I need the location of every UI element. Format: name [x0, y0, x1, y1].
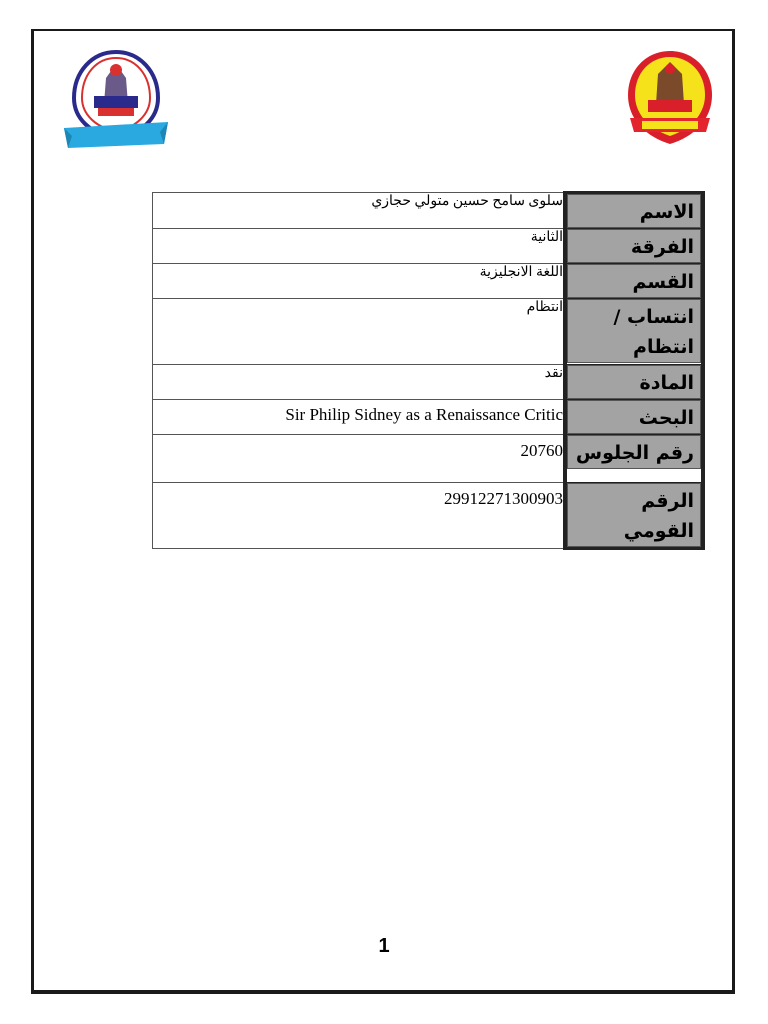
- page-number: 1: [378, 935, 390, 957]
- year-label: الفرقة: [567, 229, 701, 263]
- research-value: Sir Philip Sidney as a Renaissance Critic: [153, 400, 566, 435]
- row-research: [153, 400, 704, 435]
- year-label-cell: [565, 229, 703, 264]
- row-year: [153, 229, 704, 264]
- enrollment-label: انتساب / انتظام: [567, 299, 701, 363]
- row-enrollment: [153, 299, 704, 365]
- seat-number-value: 20760: [153, 435, 566, 483]
- research-label-cell: [565, 400, 703, 435]
- subject-value: نقد: [153, 365, 566, 400]
- seat-number-label: رقم الجلوس: [567, 435, 701, 469]
- year-value: الثانية: [153, 229, 566, 264]
- student-info-table: [152, 191, 705, 550]
- enrollment-label-cell: [565, 299, 703, 365]
- national-id-label: الرقم القومي: [567, 483, 701, 547]
- department-label-cell: [565, 264, 703, 299]
- row-name: [153, 193, 704, 229]
- subject-label: المادة: [567, 365, 701, 399]
- department-label: القسم: [567, 264, 701, 298]
- department-value: اللغة الانجليزية: [153, 264, 566, 299]
- name-label: الاسم: [567, 194, 701, 228]
- row-subject: [153, 365, 704, 400]
- faculty-of-arts-logo: [62, 48, 170, 156]
- row-seat-number: [153, 435, 704, 483]
- enrollment-value: انتظام: [153, 299, 566, 365]
- row-national-id: [153, 483, 704, 549]
- research-label: البحث: [567, 400, 701, 434]
- name-value: سلوى سامح حسين متولي حجازي: [153, 193, 566, 229]
- national-id-label-cell: [565, 483, 703, 549]
- seat-number-label-cell: [565, 435, 703, 483]
- name-label-cell: [565, 193, 703, 229]
- national-id-value: 29912271300903: [153, 483, 566, 549]
- row-department: [153, 264, 704, 299]
- subject-label-cell: [565, 365, 703, 400]
- zagazig-university-logo: [620, 48, 720, 148]
